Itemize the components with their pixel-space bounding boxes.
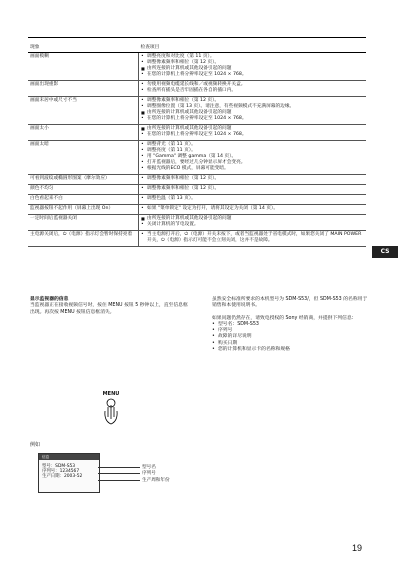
leader-line bbox=[98, 467, 140, 468]
check-list bbox=[141, 142, 364, 172]
check-list bbox=[141, 186, 364, 192]
check-cell bbox=[139, 125, 367, 141]
callout-serial: 序列号 bbox=[142, 471, 156, 476]
check-item: • 检查所有插头是否牢固插在各自的插口内。 bbox=[141, 88, 364, 94]
table-row bbox=[28, 195, 366, 205]
symptom-cell: 一定时间后监视器关闭 bbox=[28, 215, 139, 231]
troubleshooting-table bbox=[28, 44, 366, 247]
check-cell bbox=[139, 141, 367, 175]
info-model-line: 型号：SDM-S53 bbox=[42, 464, 76, 469]
check-list bbox=[141, 54, 364, 78]
table-row bbox=[28, 81, 366, 97]
check-cell bbox=[139, 97, 367, 125]
check-item: • 调整像素频率和相位（第 12 页）。 bbox=[141, 176, 364, 182]
check-item: • 如果 "菜单锁定" 设定为打开，请将其设定为关闭（第 14 页）。 bbox=[141, 206, 364, 212]
check-list bbox=[141, 176, 364, 182]
table-row bbox=[28, 231, 366, 247]
symptom-cell: 画面太暗 bbox=[28, 141, 139, 175]
list-item: • 购买日期 bbox=[212, 341, 372, 347]
check-cell bbox=[139, 215, 367, 231]
check-item: ■ 由所连接的计算机或其他设备引起的问题 bbox=[141, 110, 364, 116]
contact-section bbox=[212, 297, 372, 353]
info-body: 当监视器正在接收视频信号时，按住 MENU 按钮 5 秒钟以上，直至信息框出现。再次按 MENU 按钮信息框消失。 bbox=[30, 303, 188, 315]
contact-list bbox=[212, 322, 372, 353]
header-check: 检查项目 bbox=[139, 44, 367, 53]
list-item: • 故障的详尽说明 bbox=[212, 334, 372, 340]
check-cell bbox=[139, 205, 367, 215]
symptom-cell: 画面未居中或尺寸不当 bbox=[28, 97, 139, 125]
check-item: • 调整像素频率和相位（第 12 页）。 bbox=[141, 186, 364, 192]
symptom-cell: 白色看起来不白 bbox=[28, 195, 139, 205]
symptom-cell: 画面出现重影 bbox=[28, 81, 139, 97]
check-item: • 关闭计算机的节电设置。 bbox=[141, 222, 364, 228]
top-rule bbox=[28, 37, 366, 38]
info-serial-line: 序列号：1234567 bbox=[42, 469, 80, 474]
check-item: • 调整亮度和对比度（第 11 页）。 bbox=[141, 54, 364, 60]
check-item: • 勿使用视频电缆延长线和／或视频转换开关盒。 bbox=[141, 82, 364, 88]
check-item: • 调整图像位置（第 13 页）。请注意，有些视频模式不充满屏幕的边缘。 bbox=[141, 104, 364, 110]
check-item: • 调整亮度（第 11 页）。 bbox=[141, 148, 364, 154]
check-cell bbox=[139, 231, 367, 247]
table-row bbox=[28, 97, 366, 125]
hand-pressing-icon bbox=[96, 397, 126, 427]
header-symptom: 现象 bbox=[28, 44, 139, 53]
check-cell bbox=[139, 81, 367, 97]
leader-line bbox=[98, 473, 140, 474]
check-item: • 用 "Gamma" 调整 gamma（第 14 页）。 bbox=[141, 154, 364, 160]
check-item: • 调整像素频率和相位（第 12 页）。 bbox=[141, 60, 364, 66]
check-item: • 根据光线的ECO 模式，屏幕可能变暗。 bbox=[141, 166, 364, 172]
table-row bbox=[28, 53, 366, 81]
check-list bbox=[141, 126, 364, 138]
check-item: • 调整色温（第 13 页）。 bbox=[141, 196, 364, 202]
info-box-screen bbox=[38, 453, 100, 493]
check-cell bbox=[139, 195, 367, 205]
page-number: 19 bbox=[352, 543, 363, 553]
check-item: • 在您的计算机上将分辨率设定至 1024 × 768。 bbox=[141, 116, 364, 122]
list-item: • 您的计算机和显示卡的名称和规格 bbox=[212, 347, 372, 353]
callout-date: 生产周和年份 bbox=[142, 478, 170, 483]
model-note: 虽然安全标准所要求的本机型号为 SDM-S53/，但 SDM-S53 的名称用于销售和本使用说明书。 bbox=[212, 297, 368, 309]
check-item: ■ 由所连接的计算机或其他设备引起的问题 bbox=[141, 66, 364, 72]
check-list bbox=[141, 216, 364, 228]
table-row bbox=[28, 175, 366, 185]
check-list bbox=[141, 98, 364, 122]
check-cell bbox=[139, 175, 367, 185]
info-date-line: 生产日期：2003-52 bbox=[42, 474, 83, 479]
list-item: • 型号名：SDM-S53 bbox=[212, 322, 372, 328]
symptom-cell: 监视器按钮不起作用（屏幕上出现 On） bbox=[28, 205, 139, 215]
info-title: 显示监视器的信息 bbox=[30, 297, 69, 302]
check-list bbox=[141, 206, 364, 212]
check-cell bbox=[139, 53, 367, 81]
check-item: • 在您的计算机上将分辨率设定至 1024 × 768。 bbox=[141, 132, 364, 138]
callout-model: 型号名 bbox=[142, 465, 156, 470]
language-tab-cs: CS bbox=[372, 246, 398, 258]
symptom-cell: 画面模糊 bbox=[28, 53, 139, 81]
info-box-title: 信息 bbox=[39, 454, 99, 460]
menu-button-illustration bbox=[96, 391, 126, 427]
check-cell bbox=[139, 185, 367, 195]
check-list bbox=[141, 196, 364, 202]
table-row bbox=[28, 205, 366, 215]
table-row bbox=[28, 141, 366, 175]
check-item: ■ 由所连接的计算机或其他设备引起的问题 bbox=[141, 216, 364, 222]
menu-label: MENU bbox=[102, 391, 120, 397]
symptom-cell: 画面太小 bbox=[28, 125, 139, 141]
check-item: • 打开监视器后，要经过几分钟显示屏才会变亮。 bbox=[141, 160, 364, 166]
symptom-cell: 可看到波纹或椭圆形图案（摩尔效应） bbox=[28, 175, 139, 185]
check-list bbox=[141, 82, 364, 94]
example-label: 例如 bbox=[30, 442, 41, 448]
table-row bbox=[28, 215, 366, 231]
info-section bbox=[30, 297, 190, 316]
leader-line bbox=[98, 480, 140, 481]
table-row bbox=[28, 125, 366, 141]
contact-intro: 如果问题仍然存在，请致电授权的 Sony 经销商，并提供下列信息： bbox=[212, 315, 357, 321]
symptom-cell: 颜色不均匀 bbox=[28, 185, 139, 195]
list-item: • 序列号 bbox=[212, 328, 372, 334]
table-header-row bbox=[28, 44, 366, 53]
check-item: ■ 由所连接的计算机或其他设备引起的问题 bbox=[141, 126, 364, 132]
check-list bbox=[141, 232, 364, 244]
check-item: • 在您的计算机上将分辨率设定至 1024 × 768。 bbox=[141, 72, 364, 78]
check-item: • 调整像素频率和相位（第 12 页）。 bbox=[141, 98, 364, 104]
check-item: • 当主电源打开后，⏻（电源）开关未按下，或者当监视器处于省电模式时，如果您关闭了 MAIN POWER 开关，⏻（电源）指示灯可能不会立刻关闭，这并不是故障。 bbox=[141, 232, 364, 244]
table-row bbox=[28, 185, 366, 195]
symptom-cell: 主电源关闭后，⏻（电源）指示灯会暂时保持亮着 bbox=[28, 231, 139, 247]
check-item: • 调整背光（第 11 页）。 bbox=[141, 142, 364, 148]
